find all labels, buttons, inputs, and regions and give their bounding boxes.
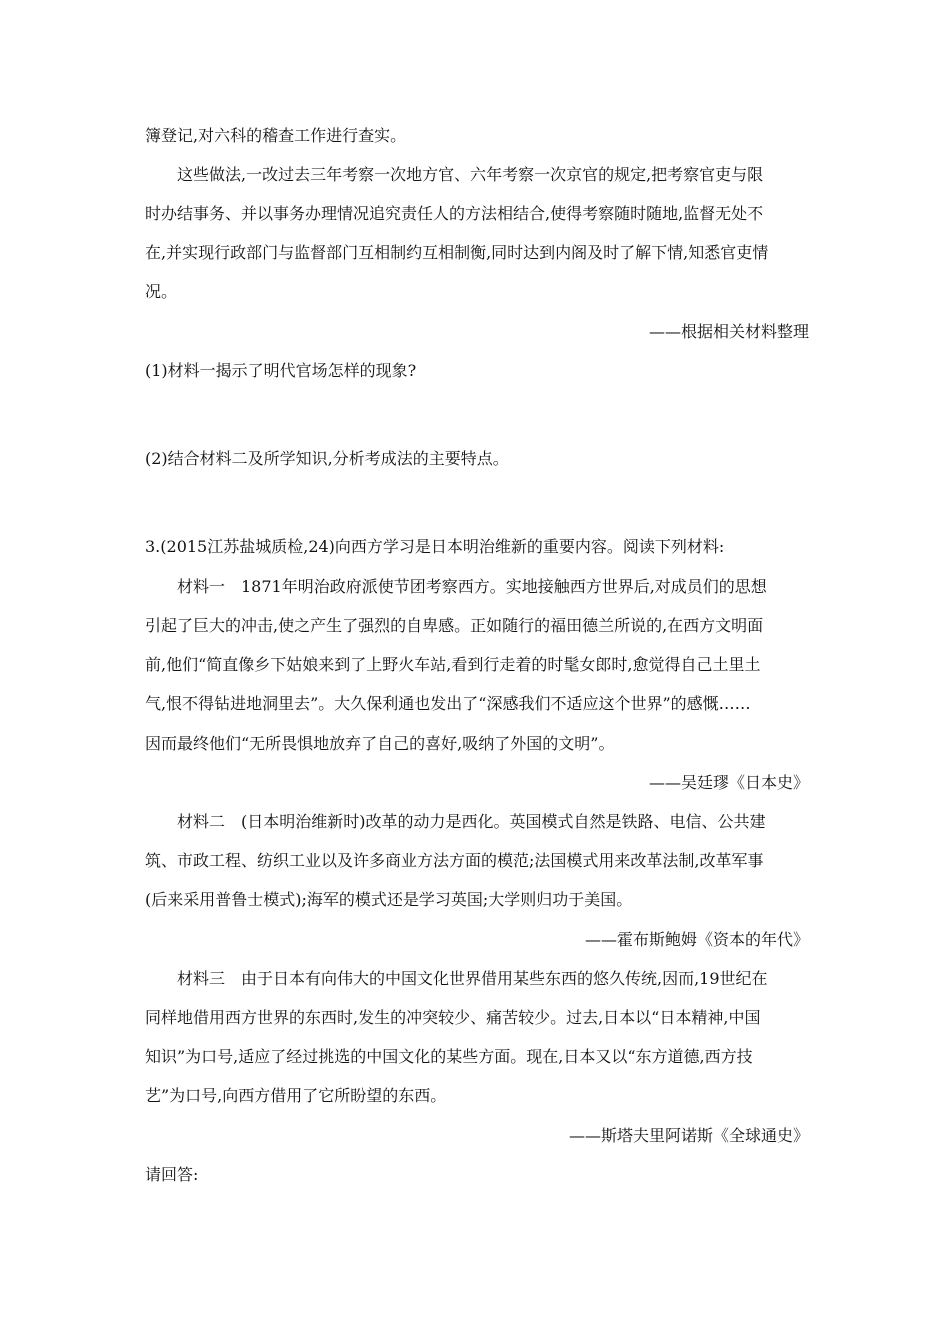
source-attribution: ——斯塔夫里阿诺斯《全球通史》 bbox=[568, 1126, 809, 1145]
material-line: 材料三 由于日本有向伟大的中国文化世界借用某些东西的悠久传统,因而,19世纪在 bbox=[177, 969, 768, 988]
question-item: (1)材料一揭示了明代官场怎样的现象? bbox=[145, 361, 417, 380]
material-line: 筑、市政工程、纺织工业以及许多商业方法方面的模范;法国模式用来改革法制,改革军事 bbox=[145, 851, 764, 870]
paragraph-line: 簿登记,对六科的稽查工作进行查实。 bbox=[145, 126, 407, 145]
material-line: 气,恨不得钻进地洞里去”。大久保利通也发出了“深感我们不适应这个世界”的感慨…… bbox=[145, 694, 751, 713]
paragraph-line: 在,并实现行政部门与监督部门互相制约互相制衡,同时达到内阁及时了解下情,知悉官吏情 bbox=[145, 243, 769, 262]
material-line: (后来采用普鲁士模式);海军的模式还是学习英国;大学则归功于美国。 bbox=[145, 890, 633, 909]
material-line: 材料二 (日本明治维新时)改革的动力是西化。英国模式自然是铁路、电信、公共建 bbox=[177, 812, 766, 831]
material-line: 艺”为口号,向西方借用了它所盼望的东西。 bbox=[145, 1086, 447, 1105]
material-line: 同样地借用西方世界的东西时,发生的冲突较少、痛苦较少。过去,日本以“日本精神,中国 bbox=[145, 1008, 761, 1027]
paragraph-line: 时办结事务、并以事务办理情况追究责任人的方法相结合,使得考察随时随地,监督无处不 bbox=[145, 204, 764, 223]
material-line: 前,他们“简直像乡下姑娘来到了上野火车站,看到行走着的时髦女郎时,愈觉得自己土里土 bbox=[145, 655, 761, 674]
source-attribution: ——根据相关材料整理 bbox=[648, 322, 809, 341]
material-line: 材料一 1871年明治政府派使节团考察西方。实地接触西方世界后,对成员们的思想 bbox=[177, 577, 767, 596]
question-heading: 3.(2015江苏盐城质检,24)向西方学习是日本明治维新的重要内容。阅读下列材料: bbox=[145, 537, 725, 556]
source-attribution: ——吴廷璆《日本史》 bbox=[648, 773, 809, 792]
prompt-text: 请回答: bbox=[145, 1165, 199, 1184]
material-line: 因而最终他们“无所畏惧地放弃了自己的喜好,吸纳了外国的文明”。 bbox=[145, 734, 615, 753]
paragraph-line: 这些做法,一改过去三年考察一次地方官、六年考察一次京官的规定,把考察官吏与限 bbox=[177, 165, 764, 184]
question-item: (2)结合材料二及所学知识,分析考成法的主要特点。 bbox=[145, 449, 509, 468]
material-line: 知识”为口号,适应了经过挑选的中国文化的某些方面。现在,日本又以“东方道德,西方技 bbox=[145, 1047, 753, 1066]
material-line: 引起了巨大的冲击,使之产生了强烈的自卑感。正如随行的福田德兰所说的,在西方文明面 bbox=[145, 616, 764, 635]
source-attribution: ——霍布斯鲍姆《资本的年代》 bbox=[584, 930, 809, 949]
paragraph-line: 况。 bbox=[145, 282, 178, 301]
